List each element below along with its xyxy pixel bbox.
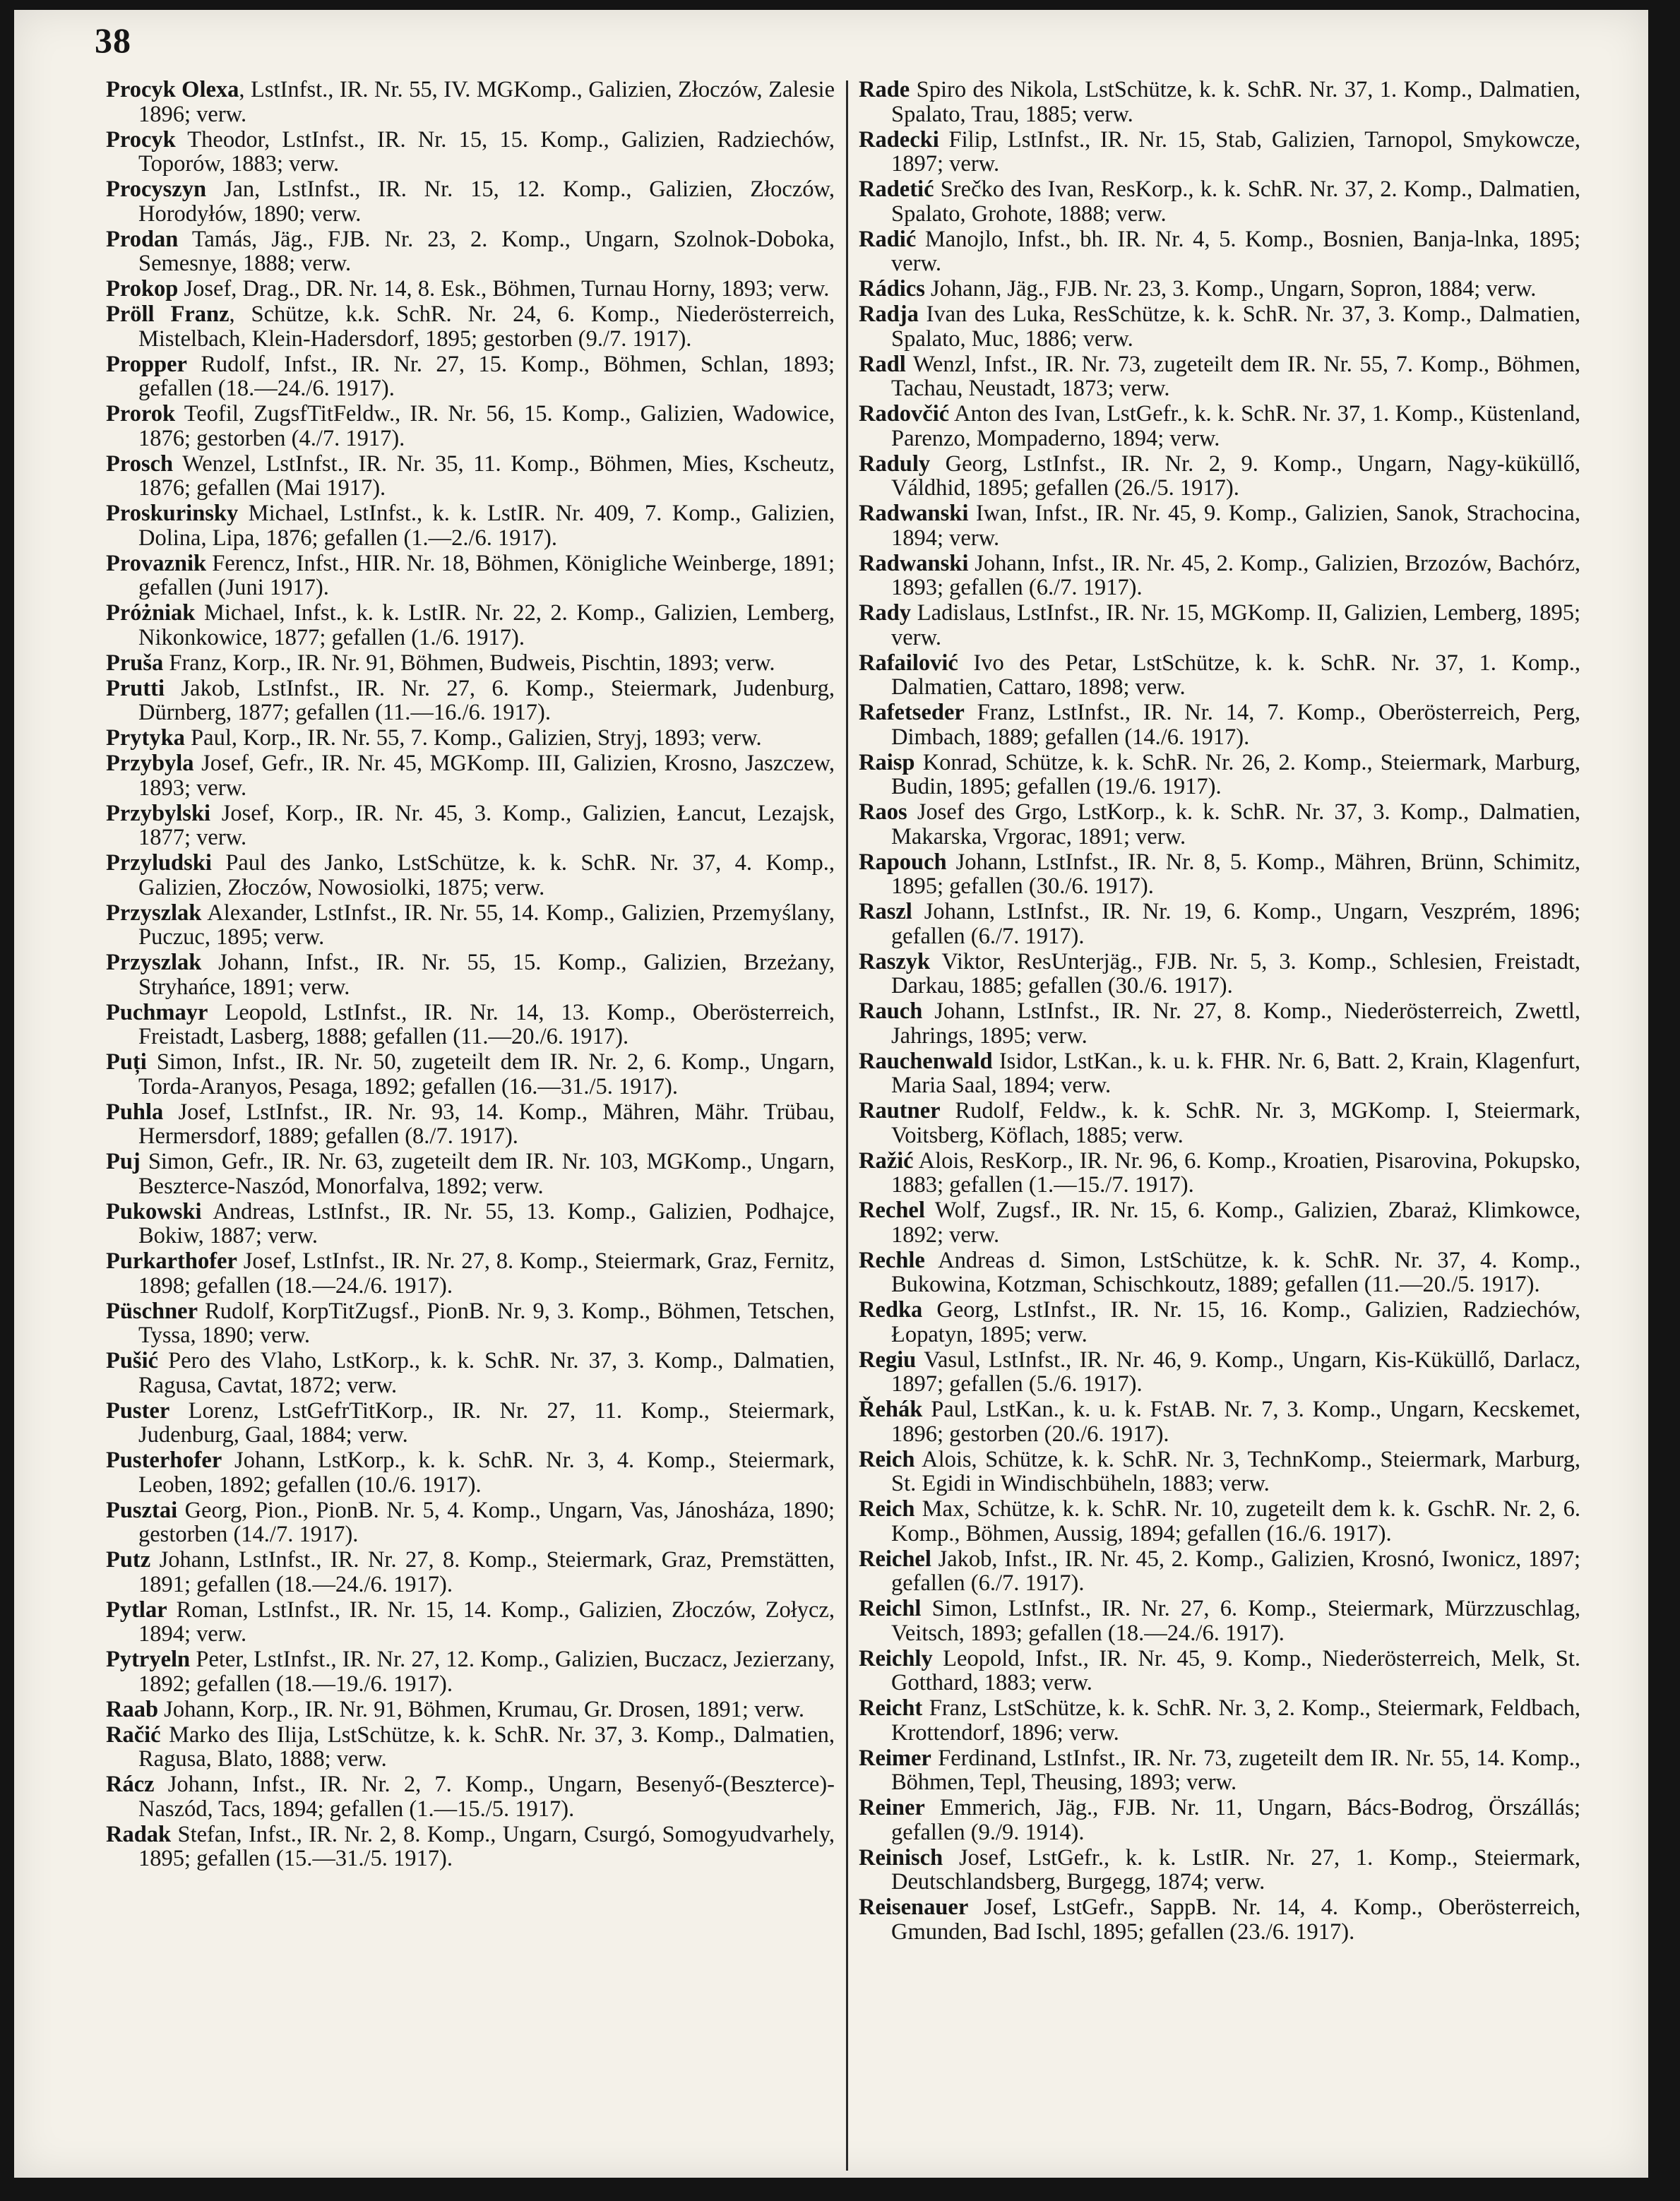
- list-item: [859, 1397, 1580, 1446]
- list-item: [859, 277, 1580, 302]
- entry-surname: Reich: [859, 1496, 915, 1522]
- entry-details: Vasul, LstInfst., IR. Nr. 46, 9. Komp., Ungarn, Kis-Küküllő, Darlacz, 1897; gefallen (5./6. 1917).: [891, 1347, 1580, 1397]
- entry-details: Isidor, LstKan., k. u. k. FHR. Nr. 6, Batt. 2, Krain, Klagenfurt, Maria Saal, 1894; verw.: [891, 1048, 1580, 1098]
- entry-details: Michael, Infst., k. k. LstIR. Nr. 22, 2. Komp., Galizien, Lemberg, Nikonkowice, 1877; gefallen (1./6. 1917).: [138, 600, 835, 650]
- right-column: [859, 78, 1580, 1945]
- entry-surname: Reinisch: [859, 1844, 943, 1871]
- entry-surname: Raos: [859, 799, 907, 825]
- entry-details: Ivo des Petar, LstSchütze, k. k. SchR. Nr. 37, 1. Komp., Dalmatien, Cattaro, 1898; verw.: [891, 650, 1580, 700]
- list-item: [859, 1348, 1580, 1397]
- entry-surname: Radwanski: [859, 501, 969, 526]
- entry-surname: Püschner: [106, 1298, 198, 1324]
- entry-surname: Prorok: [106, 401, 176, 427]
- list-item: [106, 1299, 835, 1348]
- entry-surname: Rechle: [859, 1247, 925, 1273]
- entry-surname: Pušić: [106, 1348, 159, 1373]
- entry-details: Max, Schütze, k. k. SchR. Nr. 10, zugeteilt dem k. k. GschR. Nr. 2, 6. Komp., Böhmen, Aussig, 1894; gefallen (16./6. 1917).: [891, 1496, 1580, 1546]
- entry-details: Franz, Korp., IR. Nr. 91, Böhmen, Budweis, Pischtin, 1893; verw.: [163, 650, 775, 676]
- list-item: [859, 651, 1580, 700]
- entry-details: Viktor, ResUnterjäg., FJB. Nr. 5, 3. Komp., Schlesien, Freistadt, Darkau, 1885; gefallen (30./6. 1917).: [891, 948, 1580, 998]
- list-item: [106, 1598, 835, 1647]
- list-item: [859, 1099, 1580, 1147]
- entry-surname: Raisp: [859, 749, 915, 775]
- list-item: [859, 1895, 1580, 1944]
- entry-surname: Propper: [106, 351, 187, 377]
- entry-details: Johann, Infst., IR. Nr. 55, 15. Komp., Galizien, Brzeżany, Stryhańce, 1891; verw.: [138, 950, 835, 1000]
- list-item: [859, 700, 1580, 749]
- list-item: [106, 1548, 835, 1597]
- list-item: [859, 402, 1580, 451]
- entry-surname: Reimer: [859, 1745, 931, 1771]
- entry-details: Ladislaus, LstInfst., IR. Nr. 15, MGKomp. II, Galizien, Lemberg, 1895; verw.: [891, 600, 1580, 650]
- entry-surname: Proskurinsky: [106, 501, 239, 526]
- list-item: [859, 850, 1580, 899]
- list-item: [106, 726, 835, 751]
- entry-details: Josef, LstGefr., k. k. LstIR. Nr. 27, 1. Komp., Steiermark, Deutschlandsberg, Burgegg, 1874; verw.: [891, 1844, 1580, 1895]
- entry-details: Roman, LstInfst., IR. Nr. 15, 14. Komp., Galizien, Złoczów, Zołycz, 1894; verw.: [138, 1597, 835, 1647]
- entry-surname: Rauchenwald: [859, 1048, 993, 1074]
- document-page: [14, 10, 1648, 2178]
- entry-surname: Rade: [859, 77, 910, 102]
- list-item: [106, 1200, 835, 1248]
- entry-details: Wenzel, LstInfst., IR. Nr. 35, 11. Komp., Böhmen, Mies, Kscheutz, 1876; gefallen (Mai 1917).: [138, 451, 835, 501]
- list-item: [106, 901, 835, 950]
- list-item: [106, 1001, 835, 1049]
- entry-details: Franz, LstSchütze, k. k. SchR. Nr. 3, 2. Komp., Steiermark, Feldbach, Krottendorf, 1896; verw.: [891, 1695, 1580, 1746]
- entry-details: Johann, LstKorp., k. k. SchR. Nr. 3, 4. Komp., Steiermark, Leoben, 1892; gefallen (10./6. 1917).: [138, 1448, 835, 1498]
- list-item: [106, 1249, 835, 1298]
- entry-surname: Rautner: [859, 1098, 941, 1123]
- list-item: [859, 78, 1580, 126]
- entry-surname: Pröll Franz: [106, 302, 230, 327]
- list-item: [106, 177, 835, 226]
- entry-details: Johann, LstInfst., IR. Nr. 27, 8. Komp., Steiermark, Graz, Premstätten, 1891; gefallen (18.—24./6. 1917).: [138, 1547, 835, 1597]
- entry-surname: Purkarthofer: [106, 1248, 237, 1274]
- entry-surname: Puster: [106, 1397, 170, 1424]
- entry-surname: Řehák: [859, 1397, 923, 1422]
- list-item: [859, 1298, 1580, 1347]
- list-item: [106, 402, 835, 451]
- entry-surname: Ražić: [859, 1147, 914, 1174]
- entry-details: Stefan, Infst., IR. Nr. 2, 8. Komp., Ungarn, Csurgó, Somogyudvarhely, 1895; gefallen (15.—31./5. 1917).: [138, 1821, 835, 1871]
- entry-details: Andreas, LstInfst., IR. Nr. 55, 13. Komp., Galizien, Podhajce, Bokiw, 1887; verw.: [138, 1198, 835, 1248]
- entry-details: Paul des Janko, LstSchütze, k. k. SchR. Nr. 37, 4. Komp., Galizien, Złoczów, Nowosiolki, 1875; verw.: [138, 850, 835, 900]
- list-item: [859, 1497, 1580, 1546]
- list-item: [859, 227, 1580, 276]
- entry-details: Franz, LstInfst., IR. Nr. 14, 7. Komp., Oberösterreich, Perg, Dimbach, 1889; gefallen (14./6. 1917).: [891, 700, 1580, 750]
- list-item: [106, 801, 835, 850]
- entry-surname: Pytryeln: [106, 1647, 191, 1672]
- entry-surname: Rady: [859, 600, 912, 626]
- entry-surname: Puj: [106, 1149, 141, 1174]
- list-item: [106, 851, 835, 900]
- entry-surname: Przybylski: [106, 800, 211, 826]
- list-item: [859, 1746, 1580, 1795]
- entry-surname: Prokop: [106, 276, 179, 302]
- entry-details: Michael, LstInfst., k. k. LstIR. Nr. 409, 7. Komp., Galizien, Dolina, Lipa, 1876; gefallen (1.—2./6. 1917).: [138, 501, 835, 551]
- entry-surname: Raszyk: [859, 948, 931, 974]
- entry-details: Ferdinand, LstInfst., IR. Nr. 73, zugeteilt dem IR. Nr. 55, 14. Komp., Böhmen, Tepl, Theusing, 1893; verw.: [891, 1745, 1580, 1795]
- entry-details: Paul, LstKan., k. u. k. FstAB. Nr. 7, 3. Komp., Ungarn, Kecskemet, 1896; gestorben (20./6. 1917).: [891, 1397, 1580, 1447]
- entry-details: Simon, Infst., IR. Nr. 50, zugeteilt dem IR. Nr. 2, 6. Komp., Ungarn, Torda-Aranyos, Pesaga, 1892; gefallen (16.—31./5. 1917).: [138, 1049, 835, 1099]
- entry-surname: Rauch: [859, 998, 923, 1024]
- list-item: [106, 501, 835, 550]
- entry-details: Alois, ResKorp., IR. Nr. 96, 6. Komp., Kroatien, Pisarovina, Pokupsko, 1883; gefallen (1.—15./7. 1917).: [891, 1147, 1580, 1198]
- entry-details: Alexander, LstInfst., IR. Nr. 55, 14. Komp., Galizien, Przemyślany, Puczuc, 1895; verw.: [138, 900, 835, 950]
- entry-surname: Redka: [859, 1297, 923, 1323]
- list-item: [859, 1149, 1580, 1198]
- entry-surname: Puchmayr: [106, 999, 208, 1025]
- list-item: [106, 1448, 835, 1497]
- entry-surname: Reich: [859, 1446, 915, 1472]
- list-item: [106, 1050, 835, 1099]
- list-item: [106, 1723, 835, 1772]
- entry-surname: Pytlar: [106, 1597, 167, 1623]
- list-item: [106, 1349, 835, 1397]
- list-item: [859, 352, 1580, 401]
- entry-details: Josef, Korp., IR. Nr. 45, 3. Komp., Galizien, Łancut, Lezajsk, 1877; verw.: [138, 800, 835, 850]
- list-item: [859, 501, 1580, 550]
- entry-details: Peter, LstInfst., IR. Nr. 27, 12. Komp., Galizien, Buczacz, Jezierzany, 1892; gefallen (18.—19./6. 1917).: [138, 1647, 835, 1697]
- list-item: [106, 1647, 835, 1696]
- entry-details: Teofil, ZugsfTitFeldw., IR. Nr. 56, 15. Komp., Galizien, Wadowice, 1876; gestorben (4./7. 1917).: [138, 401, 835, 451]
- column-divider: [846, 80, 848, 2171]
- entry-surname: Procyszyn: [106, 177, 207, 202]
- entry-details: Johann, Korp., IR. Nr. 91, Böhmen, Krumau, Gr. Drosen, 1891; verw.: [158, 1696, 805, 1722]
- entry-details: Ivan des Luka, ResSchütze, k. k. SchR. Nr. 37, 3. Komp., Dalmatien, Spalato, Muc, 1886; verw.: [891, 302, 1580, 352]
- entry-details: Paul, Korp., IR. Nr. 55, 7. Komp., Galizien, Stryj, 1893; verw.: [184, 725, 762, 751]
- list-item: [859, 1597, 1580, 1645]
- entry-details: Filip, LstInfst., IR. Nr. 15, Stab, Galizien, Tarnopol, Smykowcze, 1897; verw.: [891, 126, 1580, 177]
- entry-details: Andreas d. Simon, LstSchütze, k. k. SchR. Nr. 37, 4. Komp., Bukowina, Kotzman, Schischkoutz, 1889; gefallen (11.—20./5. 1917).: [891, 1247, 1580, 1297]
- entry-surname: Pusztai: [106, 1497, 178, 1523]
- entry-surname: Regiu: [859, 1347, 917, 1373]
- list-item: [106, 1772, 835, 1821]
- page-number: 38: [95, 20, 131, 60]
- entry-surname: Reicht: [859, 1695, 923, 1721]
- entry-surname: Provaznik: [106, 550, 207, 576]
- entry-surname: Radetić: [859, 177, 934, 202]
- entry-details: Theodor, LstInfst., IR. Nr. 15, 15. Komp., Galizien, Radziechów, Toporów, 1883; verw.: [138, 126, 835, 177]
- entry-details: Josef des Grgo, LstKorp., k. k. SchR. Nr. 37, 3. Komp., Dalmatien, Makarska, Vrgorac, 1891; verw.: [891, 799, 1580, 849]
- list-item: [859, 452, 1580, 501]
- entry-details: Rudolf, Infst., IR. Nr. 27, 15. Komp., Böhmen, Schlan, 1893; gefallen (18.—24./6. 1917).: [138, 351, 835, 401]
- entry-surname: Raab: [106, 1696, 159, 1722]
- list-item: [859, 1796, 1580, 1844]
- list-item: [859, 1696, 1580, 1745]
- list-item: [106, 1698, 835, 1722]
- entry-surname: Radja: [859, 302, 919, 327]
- list-item: [859, 900, 1580, 948]
- entry-details: Tamás, Jäg., FJB. Nr. 23, 2. Komp., Ungarn, Szolnok-Doboka, Semesnye, 1888; verw.: [138, 226, 835, 276]
- entry-surname: Przybyla: [106, 751, 194, 776]
- entry-details: Josef, Gefr., IR. Nr. 45, MGKomp. III, Galizien, Krosno, Jaszczew, 1893; verw.: [138, 751, 835, 801]
- entry-details: Johann, LstInfst., IR. Nr. 27, 8. Komp., Niederösterreich, Zwettl, Jahrings, 1895; verw.: [891, 998, 1580, 1049]
- entry-details: Konrad, Schütze, k. k. SchR. Nr. 26, 2. Komp., Steiermark, Marburg, Budin, 1895; gefallen (19./6. 1917).: [891, 749, 1580, 799]
- list-item: [859, 1547, 1580, 1596]
- entry-surname: Rádics: [859, 276, 925, 302]
- entry-details: Srečko des Ivan, ResKorp., k. k. SchR. Nr. 37, 2. Komp., Dalmatien, Spalato, Grohote, 1888; verw.: [891, 177, 1580, 227]
- list-item: [106, 676, 835, 725]
- entry-surname: Prosch: [106, 451, 174, 477]
- entry-surname: Przyludski: [106, 850, 212, 876]
- entry-details: Iwan, Infst., IR. Nr. 45, 9. Komp., Galizien, Sanok, Strachocina, 1894; verw.: [891, 501, 1580, 551]
- list-item: [859, 601, 1580, 650]
- entry-details: Simon, LstInfst., IR. Nr. 27, 6. Komp., Steiermark, Mürzzuschlag, Veitsch, 1893; gefallen (18.—24./6. 1917).: [891, 1596, 1580, 1646]
- entry-surname: Putz: [106, 1547, 151, 1573]
- entry-details: Johann, LstInfst., IR. Nr. 19, 6. Komp., Ungarn, Veszprém, 1896; gefallen (6./7. 1917).: [891, 899, 1580, 949]
- entry-surname: Przyszlak: [106, 950, 202, 975]
- list-item: [106, 78, 835, 126]
- entry-surname: Przyszlak: [106, 900, 202, 926]
- list-item: [106, 128, 835, 177]
- entry-surname: Prutti: [106, 675, 165, 701]
- list-item: [859, 1198, 1580, 1247]
- entry-surname: Radić: [859, 226, 917, 252]
- list-item: [859, 751, 1580, 799]
- list-item: [106, 1823, 835, 1871]
- entry-details: Wenzl, Infst., IR. Nr. 73, zugeteilt dem IR. Nr. 55, 7. Komp., Böhmen, Tachau, Neustadt, 1873; verw.: [891, 351, 1580, 401]
- list-item: [106, 601, 835, 650]
- entry-surname: Rapouch: [859, 849, 947, 875]
- entry-details: Georg, LstInfst., IR. Nr. 2, 9. Komp., Ungarn, Nagy-küküllő, Váldhid, 1895; gefallen (26./5. 1917).: [891, 451, 1580, 501]
- list-item: [859, 1846, 1580, 1895]
- entry-surname: Radovčić: [859, 401, 950, 427]
- entry-details: Alois, Schütze, k. k. SchR. Nr. 3, TechnKomp., Steiermark, Marburg, St. Egidi in Windischbüheln, 1883; verw.: [891, 1446, 1580, 1496]
- entry-surname: Procyk Olexa: [106, 77, 239, 102]
- entry-surname: Radwanski: [859, 550, 969, 576]
- list-item: [106, 950, 835, 999]
- entry-details: Pero des Vlaho, LstKorp., k. k. SchR. Nr. 37, 3. Komp., Dalmatien, Ragusa, Cavtat, 1872; verw.: [138, 1348, 835, 1398]
- entry-surname: Puhla: [106, 1099, 164, 1125]
- entry-details: Ferencz, Infst., HIR. Nr. 18, Böhmen, Königliche Weinberge, 1891; gefallen (Juni 1917).: [138, 550, 835, 600]
- list-item: [106, 277, 835, 302]
- entry-surname: Račić: [106, 1722, 161, 1748]
- list-item: [859, 950, 1580, 998]
- list-item: [859, 800, 1580, 849]
- entry-surname: Reichly: [859, 1645, 933, 1671]
- entry-surname: Raszl: [859, 899, 912, 924]
- entry-details: Rudolf, Feldw., k. k. SchR. Nr. 3, MGKomp. I, Steiermark, Voitsberg, Köflach, 1885; verw.: [891, 1098, 1580, 1148]
- list-item: [859, 1248, 1580, 1297]
- entry-details: Simon, Gefr., IR. Nr. 63, zugeteilt dem IR. Nr. 103, MGKomp., Ungarn, Beszterce-Naszód, Monorfalva, 1892; verw.: [138, 1149, 835, 1199]
- entry-details: Johann, Infst., IR. Nr. 2, 7. Komp., Ungarn, Besenyő-(Beszterce)-Naszód, Tacs, 1894; gefallen (1.—15./5. 1917).: [138, 1772, 835, 1822]
- entry-surname: Rafailović: [859, 650, 958, 676]
- entry-details: , Schütze, k.k. SchR. Nr. 24, 6. Komp., Niederösterreich, Mistelbach, Klein-Hadersdorf, 1895; gestorben (9./7. 1917).: [138, 302, 835, 352]
- entry-surname: Rechel: [859, 1198, 925, 1223]
- list-item: [106, 1498, 835, 1547]
- entry-surname: Puți: [106, 1049, 147, 1075]
- list-item: [859, 1448, 1580, 1496]
- entry-details: Wolf, Zugsf., IR. Nr. 15, 6. Komp., Galizien, Zbaraż, Klimkowce, 1892; verw.: [891, 1198, 1580, 1248]
- entry-details: Jan, LstInfst., IR. Nr. 15, 12. Komp., Galizien, Złoczów, Horodyłów, 1890; verw.: [138, 177, 835, 227]
- entry-surname: Pukowski: [106, 1198, 202, 1224]
- entry-details: Johann, LstInfst., IR. Nr. 8, 5. Komp., Mähren, Brünn, Schimitz, 1895; gefallen (30./6. 1917).: [891, 849, 1580, 899]
- entry-details: Josef, LstGefr., SappB. Nr. 14, 4. Komp., Oberösterreich, Gmunden, Bad Ischl, 1895; gefallen (23./6. 1917).: [891, 1895, 1580, 1945]
- entry-details: Manojlo, Infst., bh. IR. Nr. 4, 5. Komp., Bosnien, Banja-lnka, 1895; verw.: [891, 226, 1580, 276]
- list-item: [859, 128, 1580, 177]
- entry-surname: Prytyka: [106, 725, 185, 751]
- entry-details: Lorenz, LstGefrTitKorp., IR. Nr. 27, 11. Komp., Steiermark, Judenburg, Gaal, 1884; verw.: [138, 1397, 835, 1448]
- list-item: [106, 1399, 835, 1448]
- entry-details: Emmerich, Jäg., FJB. Nr. 11, Ungarn, Bács-Bodrog, Örszállás; gefallen (9./9. 1914).: [891, 1795, 1580, 1845]
- list-item: [859, 551, 1580, 600]
- list-item: [859, 1647, 1580, 1695]
- entry-surname: Raduly: [859, 451, 931, 477]
- entry-surname: Reiner: [859, 1795, 925, 1820]
- entry-details: Johann, Jäg., FJB. Nr. 23, 3. Komp., Ungarn, Sopron, 1884; verw.: [924, 276, 1537, 302]
- entry-surname: Reichl: [859, 1596, 922, 1621]
- list-item: [106, 751, 835, 800]
- entry-surname: Próżniak: [106, 600, 196, 626]
- entry-details: , LstInfst., IR. Nr. 55, IV. MGKomp., Galizien, Złoczów, Zalesie 1896; verw.: [138, 77, 835, 127]
- entry-details: Marko des Ilija, LstSchütze, k. k. SchR. Nr. 37, 3. Komp., Dalmatien, Ragusa, Blato, 1888; verw.: [138, 1722, 835, 1772]
- list-item: [106, 302, 835, 351]
- entry-details: Josef, LstInfst., IR. Nr. 27, 8. Komp., Steiermark, Graz, Fernitz, 1898; gefallen (18.—24./6. 1917).: [138, 1248, 835, 1299]
- list-item: [106, 227, 835, 276]
- list-item: [859, 999, 1580, 1048]
- list-item: [859, 302, 1580, 351]
- left-column: [106, 78, 835, 1872]
- list-item: [859, 1049, 1580, 1098]
- list-item: [106, 551, 835, 600]
- entry-surname: Rafetseder: [859, 700, 965, 725]
- list-item: [106, 352, 835, 401]
- list-item: [106, 1150, 835, 1198]
- list-item: [106, 452, 835, 501]
- entry-details: Georg, LstInfst., IR. Nr. 15, 16. Komp., Galizien, Radziechów, Łopatyn, 1895; verw.: [891, 1297, 1580, 1347]
- entry-surname: Radecki: [859, 126, 939, 153]
- entry-surname: Pruša: [106, 650, 164, 676]
- entry-details: Spiro des Nikola, LstSchütze, k. k. SchR. Nr. 37, 1. Komp., Dalmatien, Spalato, Trau, 1885; verw.: [891, 77, 1580, 127]
- list-item: [859, 177, 1580, 226]
- entry-details: Jakob, Infst., IR. Nr. 45, 2. Komp., Galizien, Krosnó, Iwonicz, 1897; gefallen (6./7. 1917).: [891, 1546, 1580, 1596]
- entry-surname: Reisenauer: [859, 1895, 969, 1920]
- entry-surname: Rácz: [106, 1772, 155, 1797]
- entry-details: Leopold, LstInfst., IR. Nr. 14, 13. Komp., Oberösterreich, Freistadt, Lasberg, 1888; gefallen (11.—20./6. 1917).: [138, 999, 835, 1049]
- entry-details: Rudolf, KorpTitZugsf., PionB. Nr. 9, 3. Komp., Böhmen, Tetschen, Tyssa, 1890; verw.: [138, 1298, 835, 1348]
- entry-surname: Reichel: [859, 1546, 931, 1572]
- entry-details: Leopold, Infst., IR. Nr. 45, 9. Komp., Niederösterreich, Melk, St. Gotthard, 1883; verw.: [891, 1645, 1580, 1695]
- list-item: [106, 651, 835, 676]
- entry-surname: Procyk: [106, 126, 176, 153]
- entry-surname: Radak: [106, 1821, 172, 1847]
- entry-details: Johann, Infst., IR. Nr. 45, 2. Komp., Galizien, Brzozów, Bachórz, 1893; gefallen (6./7. 1917).: [891, 550, 1580, 600]
- entry-surname: Prodan: [106, 226, 179, 252]
- entry-details: Jakob, LstInfst., IR. Nr. 27, 6. Komp., Steiermark, Judenburg, Dürnberg, 1877; gefallen (11.—16./6. 1917).: [138, 675, 835, 725]
- entry-details: Anton des Ivan, LstGefr., k. k. SchR. Nr. 37, 1. Komp., Küstenland, Parenzo, Mompaderno, 1894; verw.: [891, 401, 1580, 451]
- entry-details: Josef, Drag., DR. Nr. 14, 8. Esk., Böhmen, Turnau Horny, 1893; verw.: [178, 276, 830, 302]
- entry-details: Georg, Pion., PionB. Nr. 5, 4. Komp., Ungarn, Vas, Jánosháza, 1890; gestorben (14./7. 1917).: [138, 1497, 835, 1547]
- list-item: [106, 1100, 835, 1149]
- entry-details: Josef, LstInfst., IR. Nr. 93, 14. Komp., Mähren, Mähr. Trübau, Hermersdorf, 1889; gefallen (8./7. 1917).: [138, 1099, 835, 1149]
- entry-surname: Pusterhofer: [106, 1448, 222, 1473]
- entry-surname: Radl: [859, 351, 906, 377]
